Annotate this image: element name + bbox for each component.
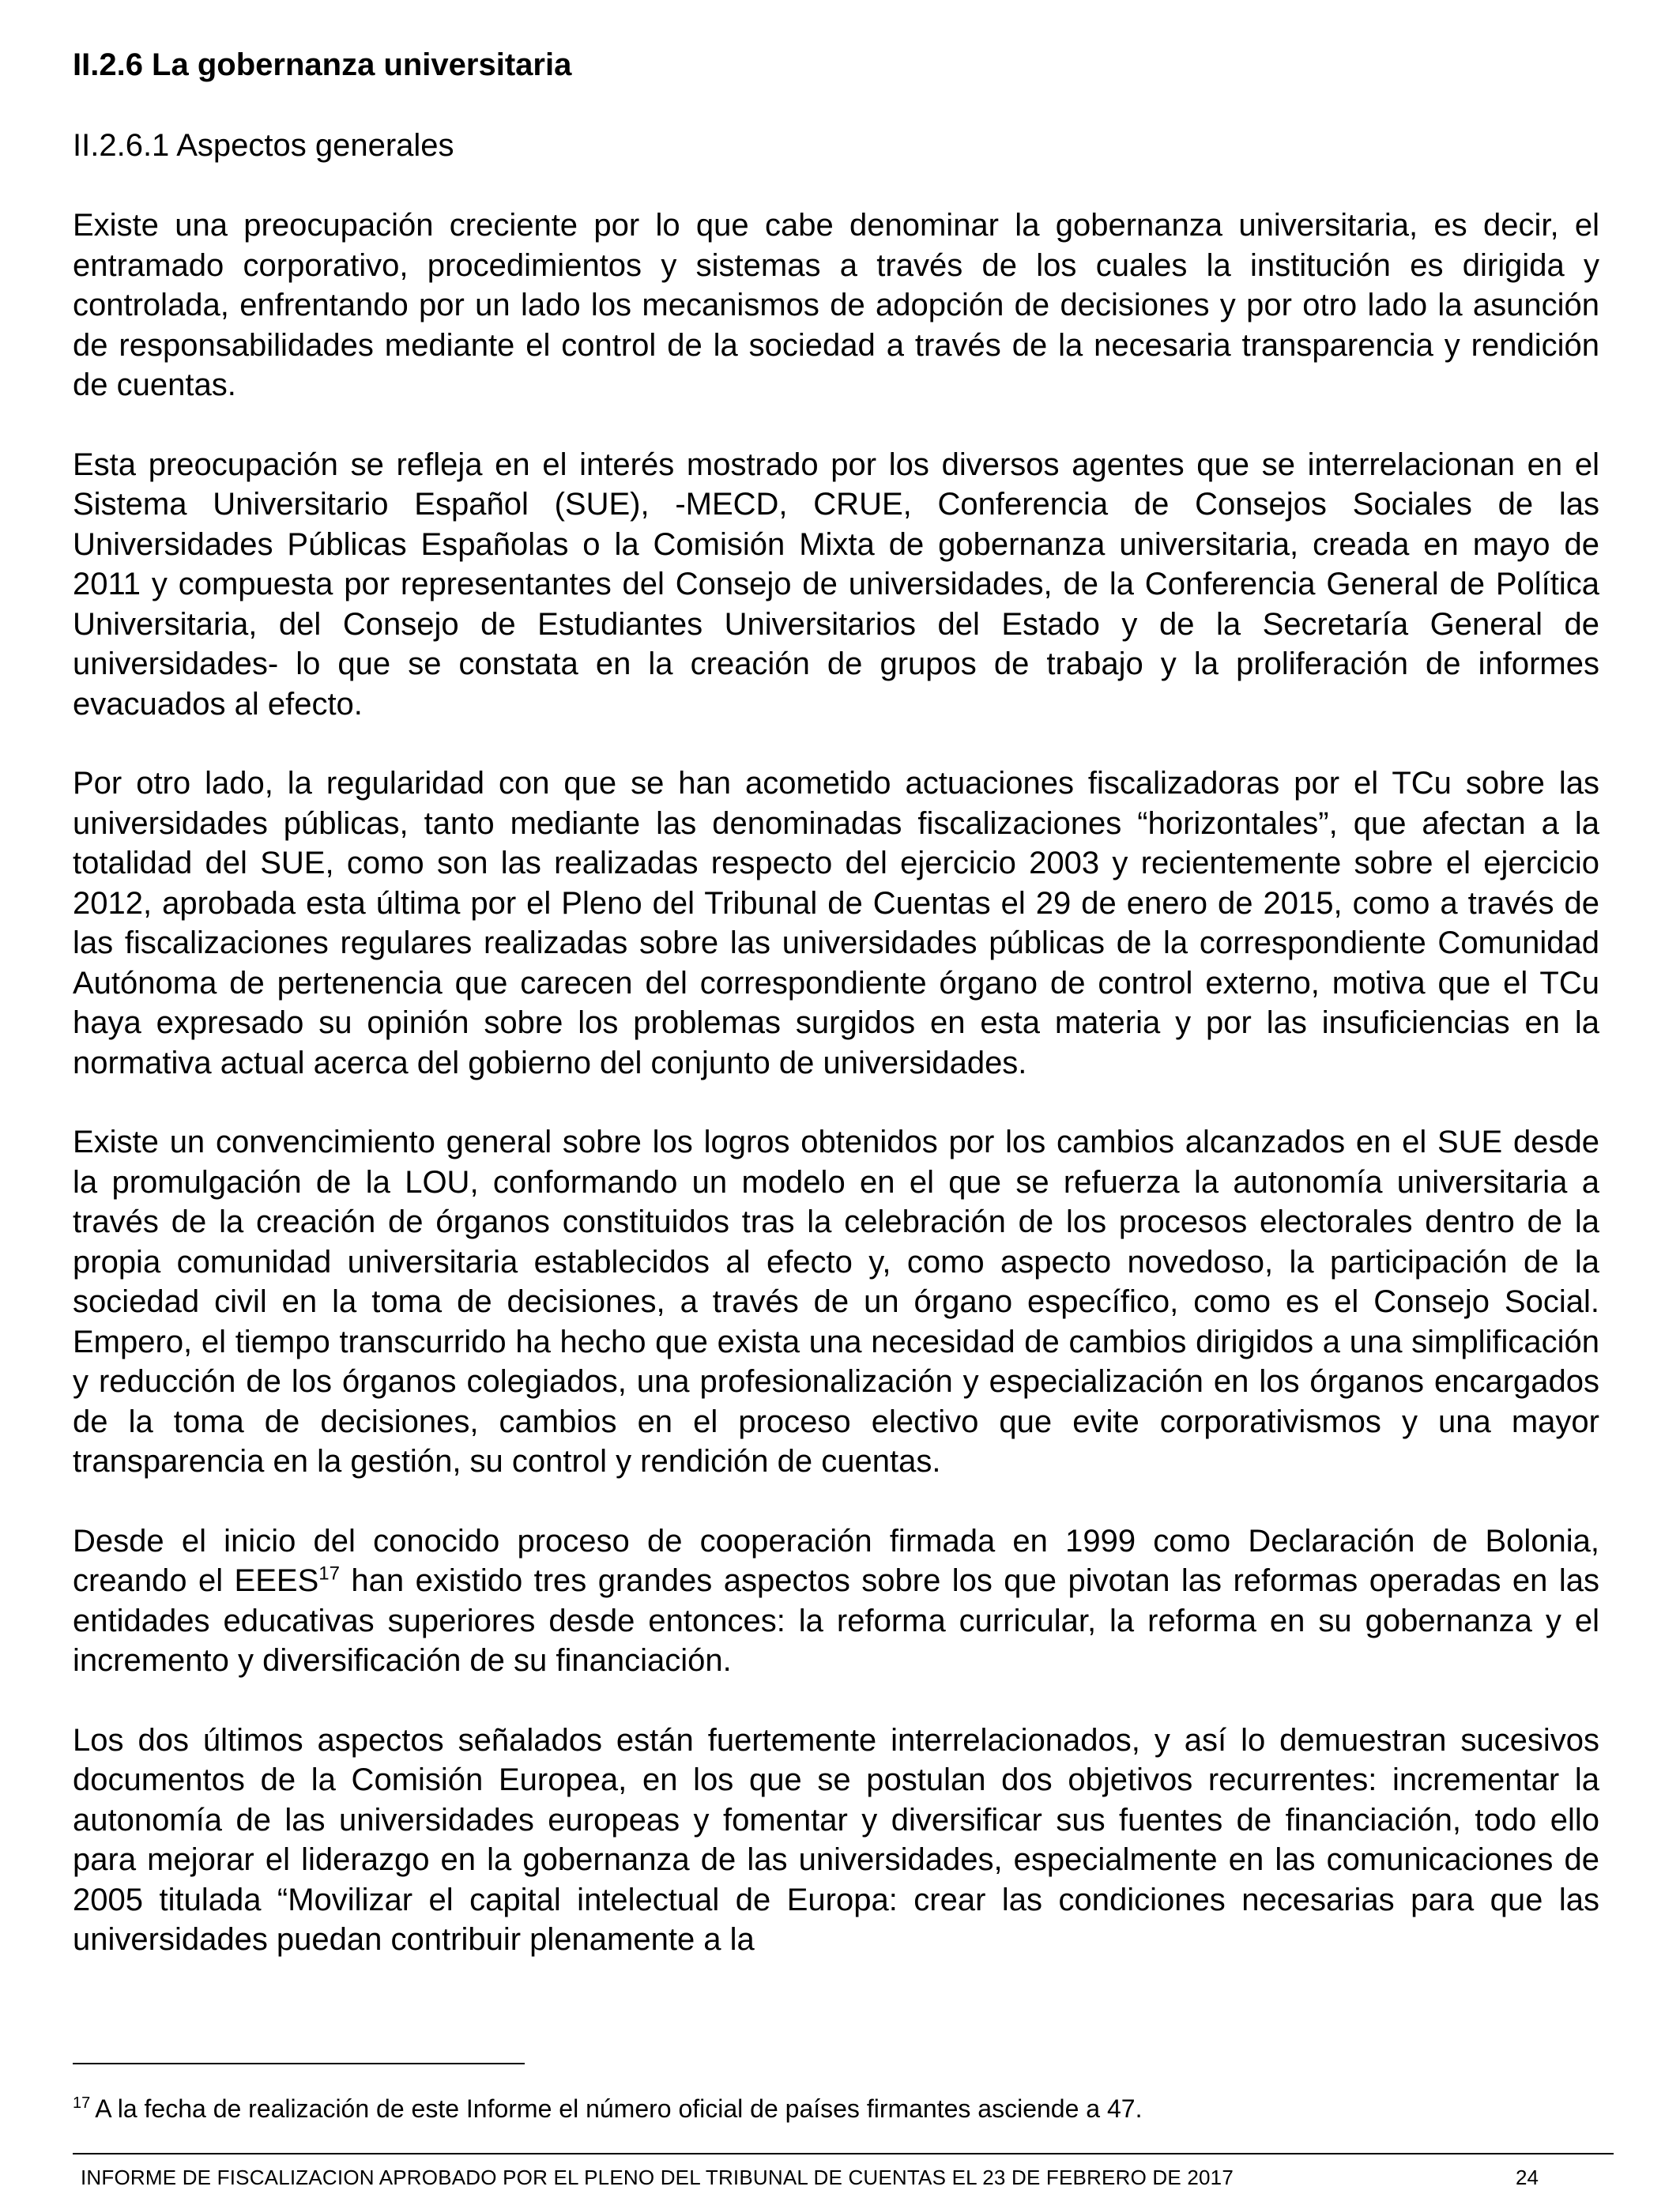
paragraph-1: Existe una preocupación creciente por lo que cabe denominar la gobernanza universitaria, es decir, el entramado corporativo, procedimientos y sistemas a través de los cuales la institución es dirigida y controlada, enfrentando por un lado los mecanismos de adopción de decisiones y por otro lado la asunción de responsabilidades mediante el control de la sociedad a través de la necesaria transparencia y rendición de cuentas. <box>73 208 1599 402</box>
footnote-number: 17 <box>73 2094 91 2113</box>
paragraph-4: Existe un convencimiento general sobre los logros obtenidos por los cambios alcanzados en el SUE desde la promulgación de la LOU, conformando un modelo en el que se refuerza la autonomía universitaria a través de la creación de órganos constituidos tras la celebración de los procesos electorales dentro de la propia comunidad universitaria establecidos al efecto y, como aspecto novedoso, la participación de la sociedad civil en la toma de decisiones, a través de un órgano específico, como es el Consejo Social. Empero, el tiempo transcurrido ha hecho que exista una necesidad de cambios dirigidos a una simplificación y reducción de los órganos colegiados, una profesionalización y especialización en los órganos encargados de la toma de decisiones, cambios en el proceso electivo que evite corporativismos y una mayor transparencia en la gestión, su control y rendición de cuentas. <box>73 1125 1599 1479</box>
footer-separator <box>73 2153 1614 2154</box>
footnote <box>73 2093 1142 2124</box>
footnote-separator <box>73 2063 525 2064</box>
paragraph-5-text-after: han existido tres grandes aspectos sobre los que pivotan las reformas operadas en las entidades educativas superiores desde entonces: la reforma curricular, la reforma en su gobernanza y el incremento y diversificación de su financiación. <box>73 1563 1599 1678</box>
section-title: II.2.6 La gobernanza universitaria <box>73 47 572 82</box>
paragraph-5-text-before: Desde el inicio del conocido proceso de cooperación firmada en 1999 como Declaración de Bolonia, creando el EEES <box>73 1523 1599 1598</box>
footer-text: INFORME DE FISCALIZACION APROBADO POR EL PLENO DEL TRIBUNAL DE CUENTAS EL 23 DE FEBRERO DE 2017 <box>81 2166 1234 2189</box>
footnote-text: A la fecha de realización de este Informe el número oficial de países firmantes asciende a 47. <box>95 2094 1143 2123</box>
footnote-reference[interactable]: 17 <box>318 1563 340 1585</box>
paragraph-2: Esta preocupación se refleja en el interés mostrado por los diversos agentes que se interrelacionan en el Sistema Universitario Español (SUE), -MECD, CRUE, Conferencia de Consejos Sociales de las Universidades Públicas Españolas o la Comisión Mixta de gobernanza universitaria, creada en mayo de 2011 y compuesta por representantes del Consejo de universidades, de la Conferencia General de Política Universitaria, del Consejo de Estudiantes Universitarios del Estado y de la Secretaría General de universidades- lo que se constata en la creación de grupos de trabajo y la proliferación de informes evacuados al efecto. <box>73 447 1599 722</box>
paragraph-5 <box>73 1521 1599 1681</box>
paragraph-6: Los dos últimos aspectos señalados están fuertemente interrelacionados, y así lo demuestran sucesivos documentos de la Comisión Europea, en los que se postulan dos objetivos recurrentes: incrementar la autonomía de las universidades europeas y fomentar y diversificar sus fuentes de financiación, todo ello para mejorar el liderazgo en la gobernanza de las universidades, especialmente en las comunicaciones de 2005 titulada “Movilizar el capital intelectual de Europa: crear las condiciones necesarias para que las universidades puedan contribuir plenamente a la <box>73 1722 1599 1957</box>
subsection-title: II.2.6.1 Aspectos generales <box>73 128 454 163</box>
page-number: 24 <box>1516 2166 1539 2189</box>
paragraph-3: Por otro lado, la regularidad con que se han acometido actuaciones fiscalizadoras por el TCu sobre las universidades públicas, tanto mediante las denominadas fiscalizaciones “horizontales”, que afectan a la totalidad del SUE, como son las realizadas respecto del ejercicio 2003 y recientemente sobre el ejercicio 2012, aprobada esta última por el Pleno del Tribunal de Cuentas el 29 de enero de 2015, como a través de las fiscalizaciones regulares realizadas sobre las universidades públicas de la correspondiente Comunidad Autónoma de pertenencia que carecen del correspondiente órgano de control externo, motiva que el TCu haya expresado su opinión sobre los problemas surgidos en esta materia y por las insuficiencias en la normativa actual acerca del gobierno del conjunto de universidades. <box>73 766 1599 1080</box>
document-body <box>73 44 1599 2000</box>
